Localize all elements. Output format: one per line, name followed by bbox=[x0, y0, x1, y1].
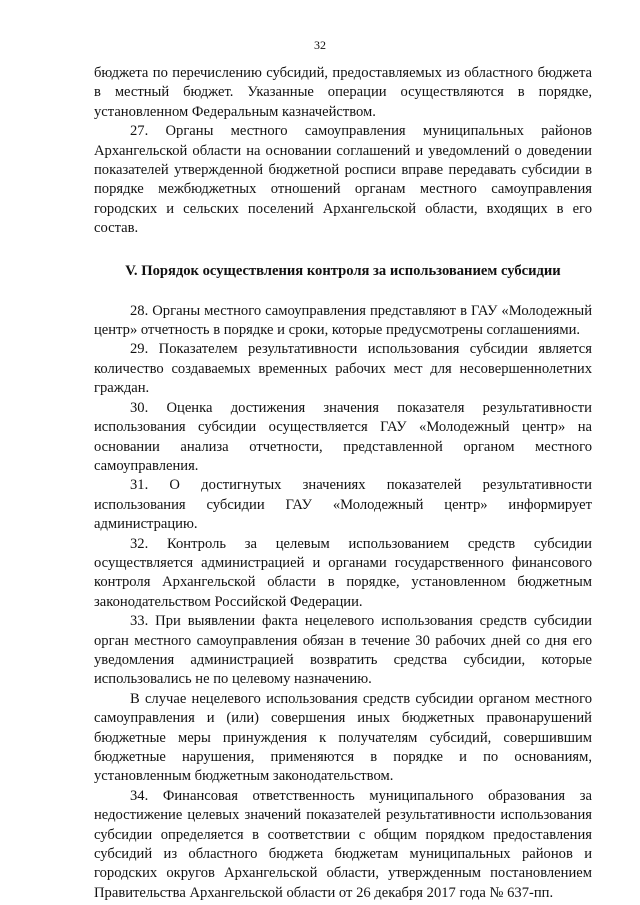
paragraph: 30. Оценка достижения значения показателя результативности использования субсидии осуществляется ГАУ «Молодежный центр» на основании анализа отчетности, представленной органом местного самоуправления. bbox=[94, 399, 592, 474]
paragraph: 32. Контроль за целевым использованием средств субсидии осуществляется администрацией и органами государственного финансового контроля Архангельской области в порядке, установленном бюджетным законодательством Российской Федерации. bbox=[94, 535, 592, 610]
paragraph: 28. Органы местного самоуправления представляют в ГАУ «Молодежный центр» отчетность в порядке и сроки, которые предусмотрены соглашениями. bbox=[94, 302, 592, 339]
paragraphs-before-heading bbox=[94, 64, 592, 239]
paragraphs-after-heading bbox=[94, 302, 592, 904]
paragraph: 33. При выявлении факта нецелевого использования средств субсидии орган местного самоуправления обязан в течение 30 рабочих дней со дня его уведомления администрацией возвратить средства субсидии, которые использовались не по целевому назначению. bbox=[94, 613, 592, 688]
section-heading: V. Порядок осуществления контроля за использованием субсидии bbox=[125, 262, 561, 279]
page-number: 32 bbox=[314, 38, 326, 52]
paragraph: 34. Финансовая ответственность муниципального образования за недостижение целевых значений показателей результативности использования субсидии определяется в соответствии с общим порядком предоставления субсидий из областного бюджета бюджетам муниципальных районов и городских округов Архангельской области, утвержденным постановлением Правительства Архангельской области от 26 декабря 2017 года № 637-пп. bbox=[94, 787, 592, 901]
paragraph: 29. Показателем результативности использования субсидии является количество создаваемых временных рабочих мест для несовершеннолетних граждан. bbox=[94, 341, 592, 397]
paragraph: 27. Органы местного самоуправления муниципальных районов Архангельской области на основании соглашений и уведомлений о доведении показателей утвержденной бюджетной росписи вправе передавать субсидии в порядке межбюджетных отношений органам местного самоуправления городских и сельских поселений Архангельской области, входящих в его состав. bbox=[94, 123, 592, 237]
paragraph: бюджета по перечислению субсидий, предоставляемых из областного бюджета в местный бюджет. Указанные операции осуществляются в порядке, установленном Федеральным казначейством. bbox=[94, 65, 592, 120]
document-body bbox=[94, 64, 592, 903]
paragraph: 31. О достигнутых значениях показателей результативности использования субсидии ГАУ «Молодежный центр» информирует администрацию. bbox=[94, 477, 592, 533]
paragraph: В случае нецелевого использования средств субсидии органом местного самоуправления и (или) совершения иных бюджетных правонарушений бюджетные меры принуждения к получателям субсидий, совершившим бюджетные нарушения, применяются в порядке и по основаниям, установленным бюджетным законодательством. bbox=[94, 690, 592, 785]
